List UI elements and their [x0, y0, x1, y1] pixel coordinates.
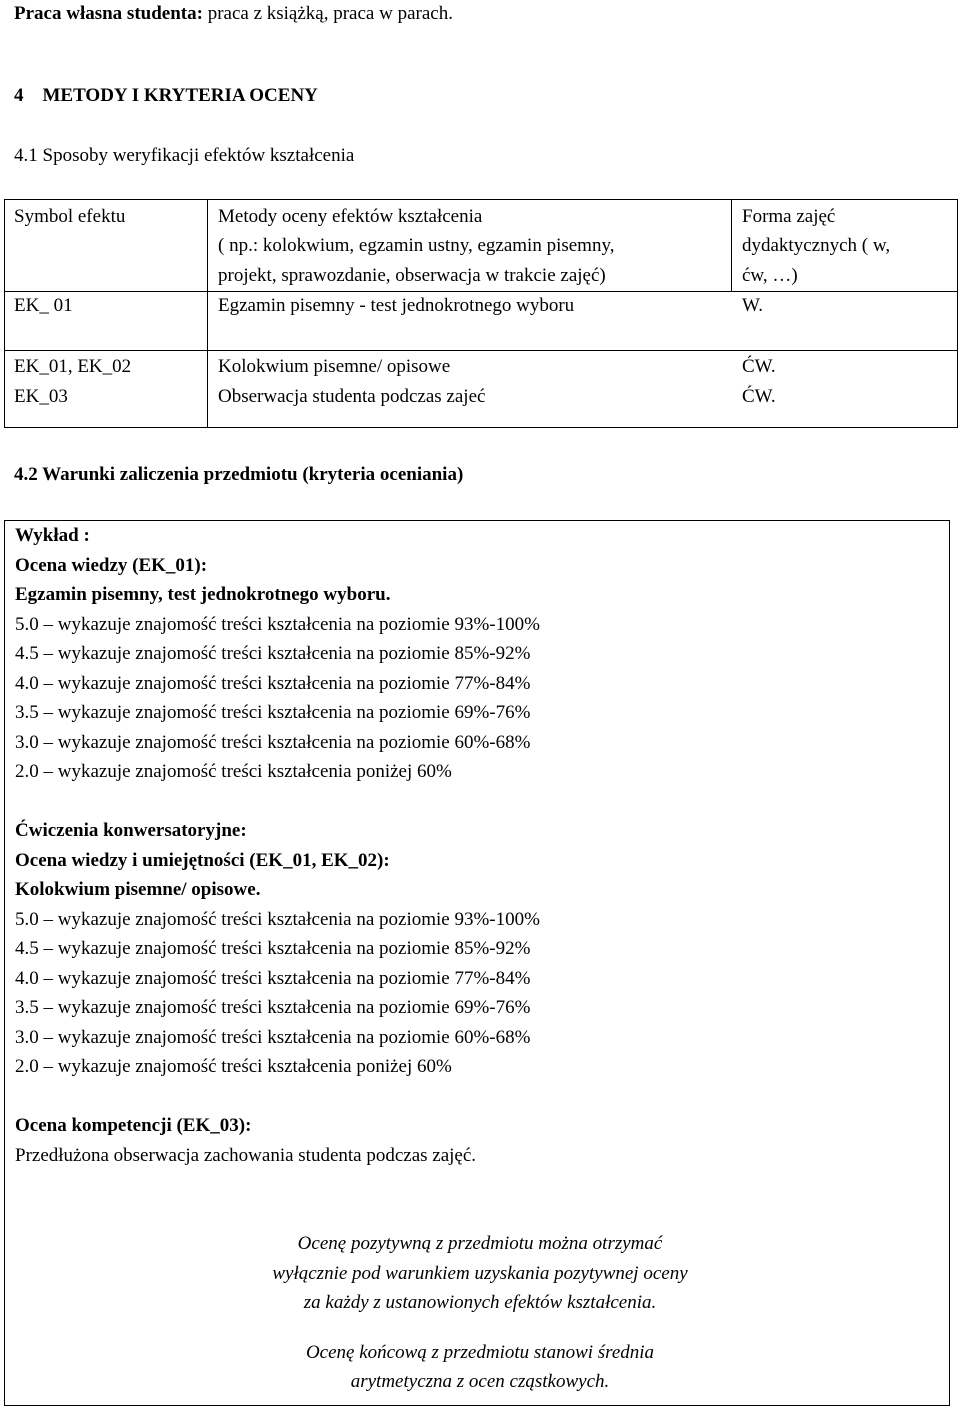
table-row-divider — [5, 350, 957, 351]
exercises-assessment: Ocena wiedzy i umiejętności (EK_01, EK_02): — [15, 849, 390, 871]
exercises-grade: 4.5 – wykazuje znajomość treści kształcenia na poziomie 85%-92% — [15, 938, 531, 959]
lecture-grade: 4.0 – wykazuje znajomość treści kształcenia na poziomie 77%-84% — [15, 672, 531, 694]
lecture-grade: 5.0 – wykazuje znajomość treści kształcenia na poziomie 93%-100% — [15, 613, 540, 635]
exercises-grade: 5.0 – wykazuje znajomość treści kształcenia na poziomie 93%-100% — [15, 908, 540, 930]
row-3-symbol: EK_03 — [14, 386, 68, 407]
section-4-title: 4 METODY I KRYTERIA OCENY — [14, 85, 318, 106]
exercises-grade: 3.0 – wykazuje znajomość treści kształcenia na poziomie 60%-68% — [15, 1026, 531, 1048]
final-grade-note-line: arytmetyczna z ocen cząstkowych. — [350, 1371, 610, 1392]
criteria-box — [4, 520, 950, 1406]
exercises-form: Kolokwium pisemne/ opisowe. — [15, 879, 261, 900]
header-methods-line-3: projekt, sprawozdanie, obserwacja w trakcie zajęć) — [218, 265, 606, 286]
table-col-divider — [731, 200, 732, 291]
lecture-assessment: Ocena wiedzy (EK_01): — [15, 554, 208, 576]
header-methods-line-1: Metody oceny efektów kształcenia — [218, 206, 483, 227]
lecture-grade: 3.0 – wykazuje znajomość treści kształcenia na poziomie 60%-68% — [15, 731, 531, 753]
criteria-content — [15, 521, 945, 1397]
row-1-method: Egzamin pisemny - test jednokrotnego wyboru — [218, 295, 575, 316]
student-work-text: praca z książką, praca w parach. — [202, 3, 453, 24]
student-work-line — [14, 0, 453, 29]
row-1-symbol: EK_ 01 — [14, 295, 73, 316]
exercises-grade: 4.0 – wykazuje znajomość treści kształcenia na poziomie 77%-84% — [15, 967, 531, 989]
header-form-line-3: ćw, …) — [742, 265, 798, 286]
row-2-form: ĆW. — [742, 356, 776, 377]
lecture-grade: 4.5 – wykazuje znajomość treści kształcenia na poziomie 85%-92% — [15, 643, 531, 664]
competence-text: Przedłużona obserwacja zachowania studenta podczas zajęć. — [15, 1144, 477, 1166]
row-2-symbol: EK_01, EK_02 — [14, 356, 132, 377]
final-grade-note-line: Ocenę końcową z przedmiotu stanowi średnia — [305, 1341, 655, 1363]
competence-heading: Ocena kompetencji (EK_03): — [15, 1115, 252, 1136]
lecture-heading: Wykład : — [15, 525, 90, 546]
pass-note-line: za każdy z ustanowionych efektów kształcenia. — [303, 1292, 657, 1313]
header-symbol: Symbol efektu — [14, 206, 126, 227]
header-form-line-2: dydaktycznych ( w, — [742, 235, 891, 256]
lecture-grade: 2.0 – wykazuje znajomość treści kształcenia poniżej 60% — [15, 761, 452, 782]
row-2-method: Kolokwium pisemne/ opisowe — [218, 356, 451, 377]
exercises-grade: 3.5 – wykazuje znajomość treści kształcenia na poziomie 69%-76% — [15, 997, 531, 1018]
header-methods-line-2: ( np.: kolokwium, egzamin ustny, egzamin pisemny, — [218, 235, 615, 256]
exercises-heading: Ćwiczenia konwersatoryjne: — [15, 820, 247, 841]
row-3-form: ĆW. — [742, 386, 776, 407]
lecture-grade: 3.5 – wykazuje znajomość treści kształcenia na poziomie 69%-76% — [15, 702, 531, 723]
row-3-method: Obserwacja studenta podczas zajeć — [218, 386, 486, 407]
row-1-form: W. — [742, 295, 763, 316]
section-4-1-title: 4.1 Sposoby weryfikacji efektów kształcenia — [14, 145, 355, 166]
exercises-grade: 2.0 – wykazuje znajomość treści kształcenia poniżej 60% — [15, 1056, 452, 1077]
section-4-2-title: 4.2 Warunki zaliczenia przedmiotu (kryteria oceniania) — [14, 464, 464, 485]
table-col-divider — [207, 200, 208, 427]
student-work-label: Praca własna studenta: — [14, 3, 203, 24]
pass-note-line: wyłącznie pod warunkiem uzyskania pozytywnej oceny — [272, 1262, 688, 1284]
header-form-line-1: Forma zajęć — [742, 206, 836, 227]
lecture-form: Egzamin pisemny, test jednokrotnego wyboru. — [15, 584, 391, 605]
verification-table — [4, 199, 958, 428]
pass-note-line: Ocenę pozytywną z przedmiotu można otrzymać — [297, 1233, 663, 1254]
